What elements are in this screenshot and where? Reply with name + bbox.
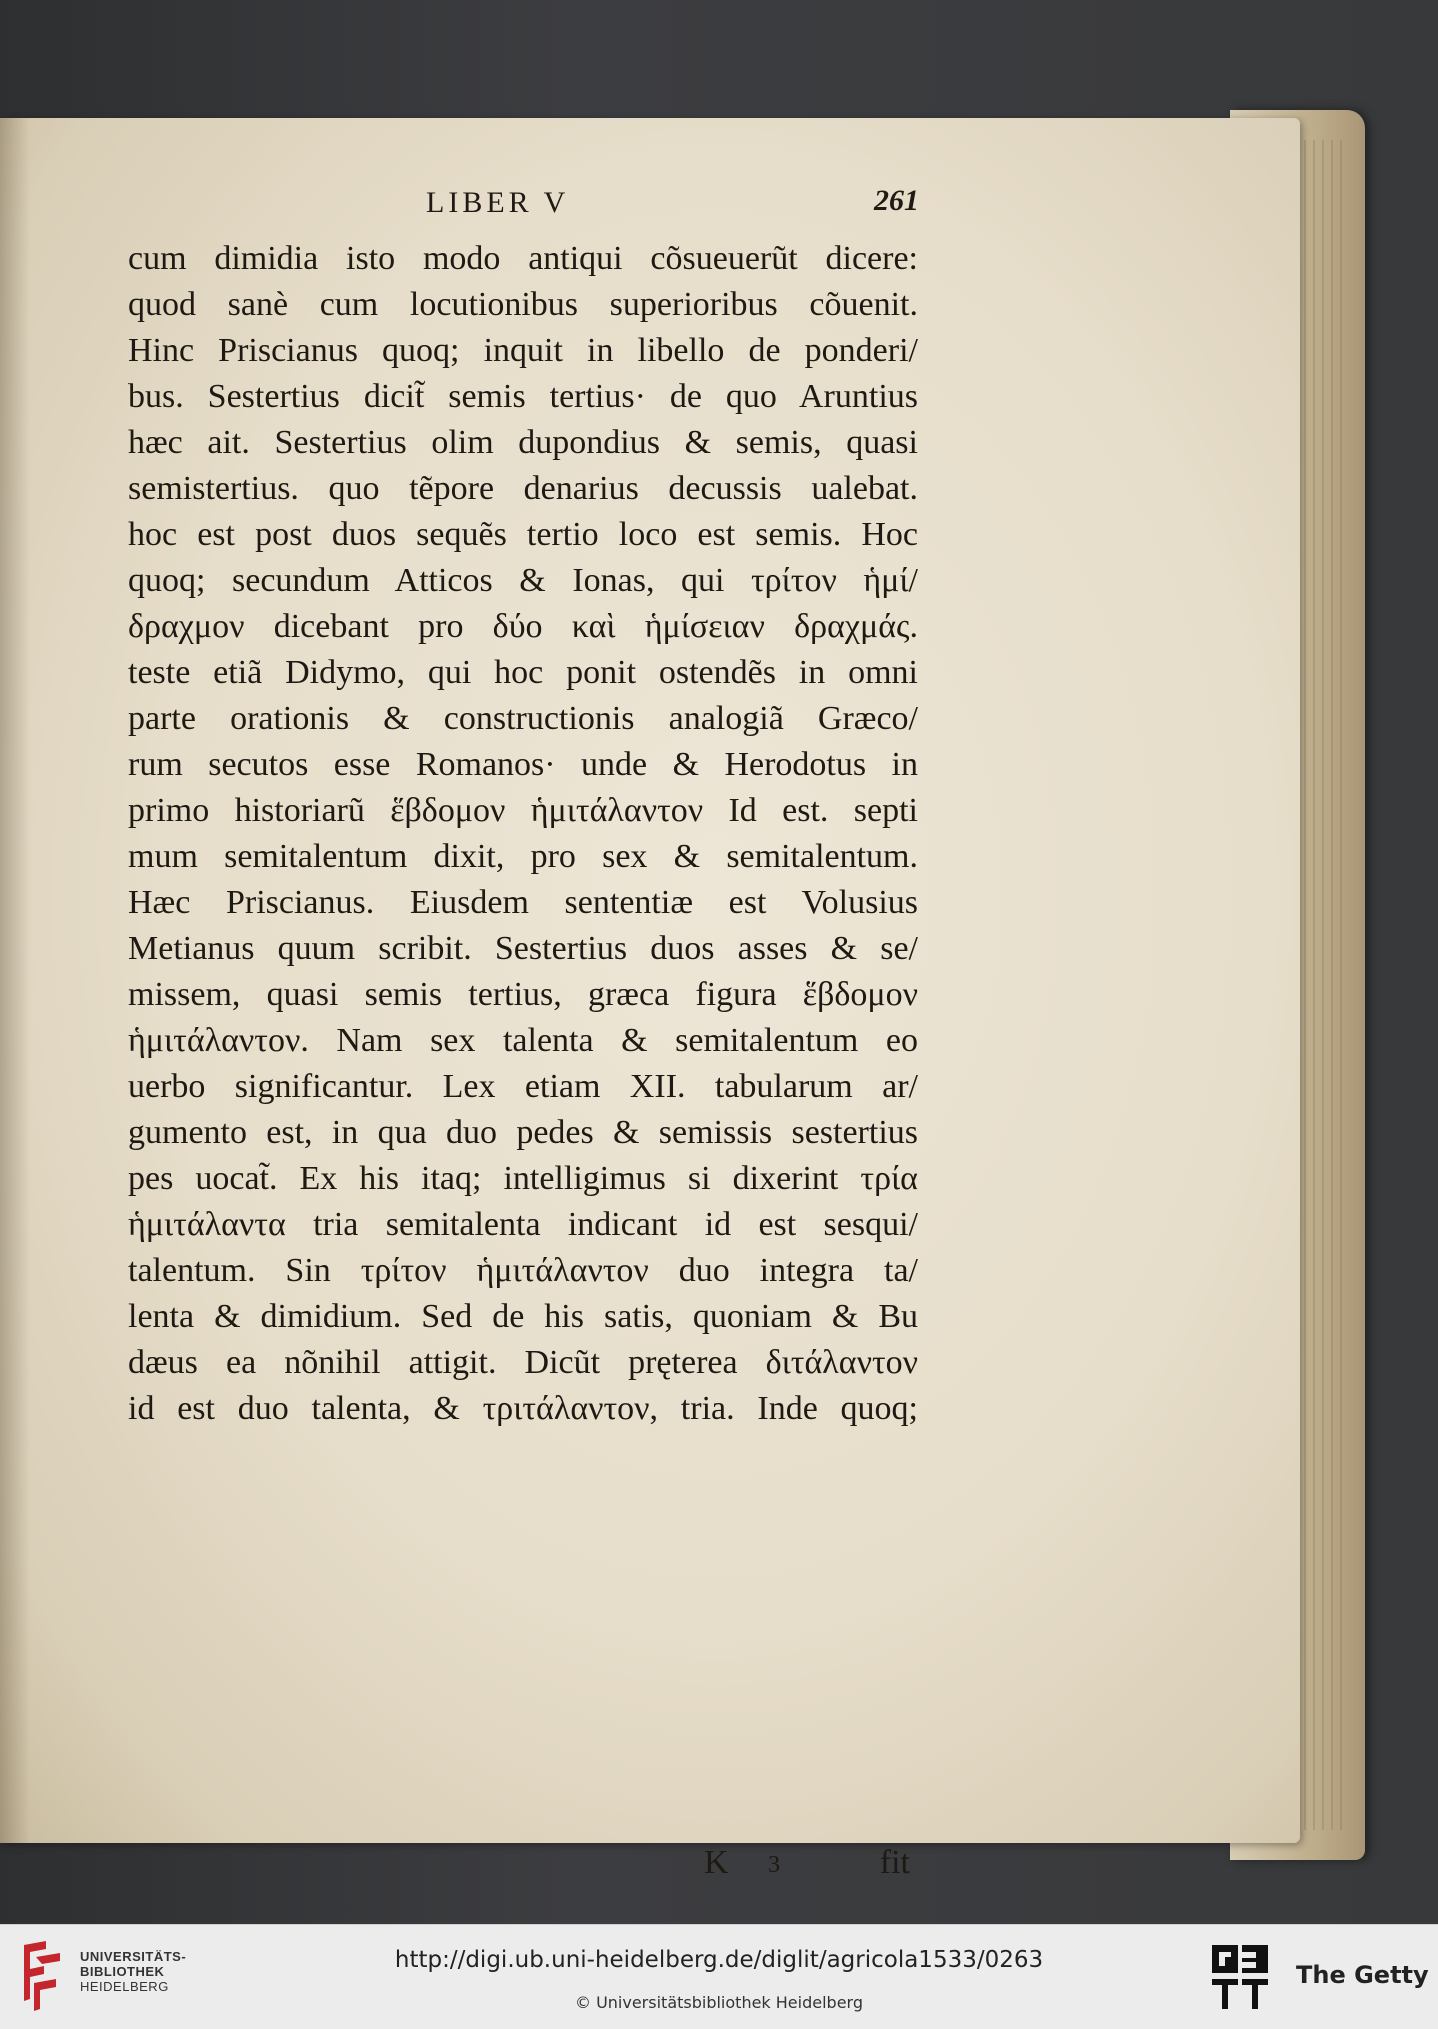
text-line: Hinc Priscianus quoq; inquit in libello de ponderi/: [128, 332, 918, 369]
text-line: pes uocat̃. Ex his itaq; intelligimus si dixerint τρία: [128, 1160, 918, 1197]
page-number: 261: [874, 184, 919, 217]
text-line: gumento est, in qua duo pedes & semissis sestertius: [128, 1114, 918, 1151]
body-text: [128, 236, 928, 1432]
page-footer: [128, 1844, 918, 1888]
text-line: talentum. Sin τρίτον ἡμιτάλαντον duo integra ta/: [128, 1252, 918, 1289]
library-name-line: UNIVERSITÄTS-: [80, 1949, 187, 1964]
text-line: missem, quasi semis tertius, græca figura ἕβδομον: [128, 976, 918, 1013]
text-line: dæus ea nõnihil attigit. Dicũt pręterea διτάλαντον: [128, 1344, 918, 1381]
library-name-line: HEIDELBERG: [80, 1979, 169, 1994]
text-line: Metianus quum scribit. Sestertius duos asses & se/: [128, 930, 918, 967]
viewer-banner: [0, 1924, 1438, 2029]
library-name-line: BIBLIOTHEK: [80, 1964, 165, 1979]
text-line: quod sanè cum locutionibus superioribus cõuenit.: [128, 286, 918, 323]
running-title: LIBER V: [426, 186, 570, 219]
text-line: hæc ait. Sestertius olim dupondius & semis, quasi: [128, 424, 918, 461]
text-line: teste etiã Didymo, qui hoc ponit ostendẽs in omni: [128, 654, 918, 691]
text-line: ἡμιτάλαντον. Nam sex talenta & semitalentum eo: [128, 1022, 918, 1059]
text-line: Hæc Priscianus. Eiusdem sententiæ est Volusius: [128, 884, 918, 921]
copyright-notice: © Universitätsbibliothek Heidelberg: [574, 1993, 863, 2012]
signature-mark: K: [704, 1844, 729, 1881]
getty-logo-icon[interactable]: [1210, 1943, 1270, 2013]
text-line: hoc est post duos sequẽs tertio loco est semis. Hoc: [128, 516, 918, 553]
catchword: fit: [879, 1844, 910, 1881]
text-line: primo historiarũ ἕβδομον ἡμιτάλαντον Id est. septi: [128, 792, 918, 829]
permalink-url[interactable]: http://digi.ub.uni-heidelberg.de/diglit/agricola1533/0263: [394, 1947, 1044, 1973]
text-line: ἡμιτάλαντα tria semitalenta indicant id est sesqui/: [128, 1206, 918, 1243]
text-line: bus. Sestertius dicit̃ semis tertius· de quo Aruntius: [128, 378, 918, 415]
text-line: mum semitalentum dixit, pro sex & semitalentum.: [128, 838, 918, 875]
text-line: quoq; secundum Atticos & Ionas, qui τρίτον ἡμί/: [128, 562, 918, 599]
text-line: uerbo significantur. Lex etiam XII. tabularum ar/: [128, 1068, 918, 1105]
text-line: cum dimidia isto modo antiqui cõsueuerũt dicere:: [128, 240, 918, 277]
text-line: semistertius. quo tẽpore denarius decussis ualebat.: [128, 470, 918, 507]
text-line: id est duo talenta, & τριτάλαντον, tria. Inde quoq;: [128, 1390, 918, 1427]
text-line: parte orationis & constructionis analogiã Græco/: [128, 700, 918, 737]
text-line: rum secutos esse Romanos· unde & Herodotus in: [128, 746, 918, 783]
signature-number: 3: [768, 1852, 780, 1878]
partner-name: The Getty: [1296, 1961, 1429, 1989]
page-header: [130, 186, 930, 226]
text-line: lenta & dimidium. Sed de his satis, quoniam & Bu: [128, 1298, 918, 1335]
text-line: δραχμον dicebant pro δύο καὶ ἡμίσειαν δραχμάς.: [128, 608, 918, 645]
